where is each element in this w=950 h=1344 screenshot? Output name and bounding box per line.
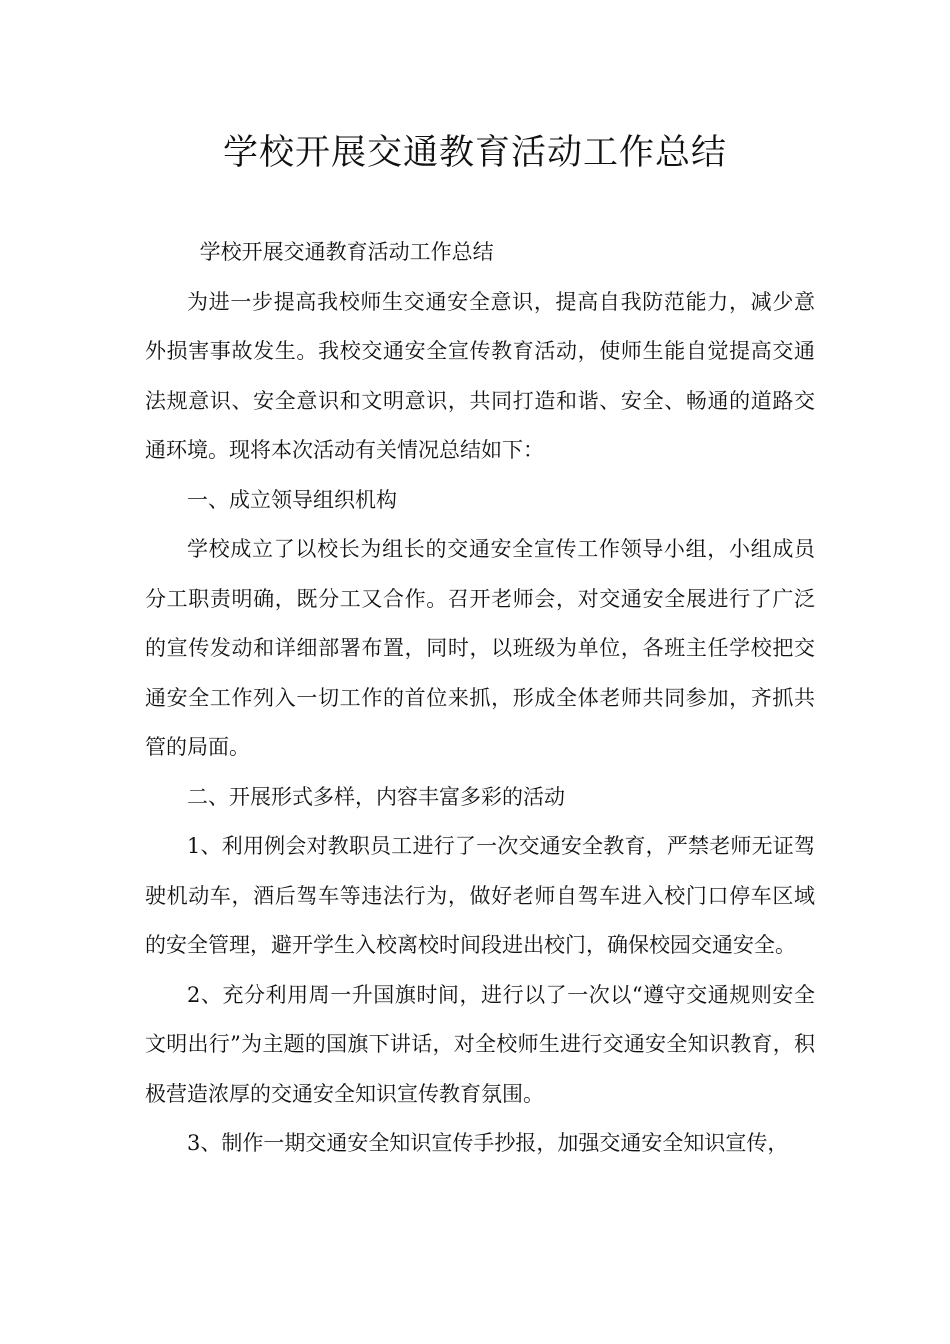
document-title: 学校开展交通教育活动工作总结 <box>222 133 727 173</box>
section-heading-2: 二、开展形式多样，内容丰富多彩的活动 <box>187 784 565 809</box>
section-1-paragraph: 学校成立了以校长为组长的交通安全宣传工作领导小组，小组成员分工职责明确，既分工又合作。召开老师会，对交通安全展进行了广泛的宣传发动和详细部署布置，同时，以班级为单位，各班主任学校把交通安全工作列入一切工作的首位来抓，形成全体老师共同参加，齐抓共管的局面。 <box>145 537 815 759</box>
list-item-2: 2、充分利用周一升国旗时间，进行以了一次以“遵守交通规则安全文明出行”为主题的国旗下讲话，对全校师生进行交通安全知识教育，积极营造浓厚的交通安全知识宣传教育氛围。 <box>145 982 815 1106</box>
list-item-1: 1、利用例会对教职员工进行了一次交通安全教育，严禁老师无证驾驶机动车，酒后驾车等违法行为，做好老师自驾车进入校门口停车区域的安全管理，避开学生入校离校时间段进出校门，确保校园交通安全。 <box>145 834 815 957</box>
list-item-3: 3、制作一期交通安全知识宣传手抄报，加强交通安全知识宣传， <box>187 1131 789 1155</box>
section-heading-1: 一、成立领导组织机构 <box>187 487 397 512</box>
document-body <box>145 228 815 1169</box>
intro-paragraph: 为进一步提高我校师生交通安全意识，提高自我防范能力，减少意外损害事故发生。我校交通安全宣传教育活动，使师生能自觉提高交通法规意识、安全意识和文明意识，共同打造和谐、安全、畅通的道路交通环境。现将本次活动有关情况总结如下： <box>145 289 815 462</box>
subtitle-paragraph: 学校开展交通教育活动工作总结 <box>199 240 494 264</box>
